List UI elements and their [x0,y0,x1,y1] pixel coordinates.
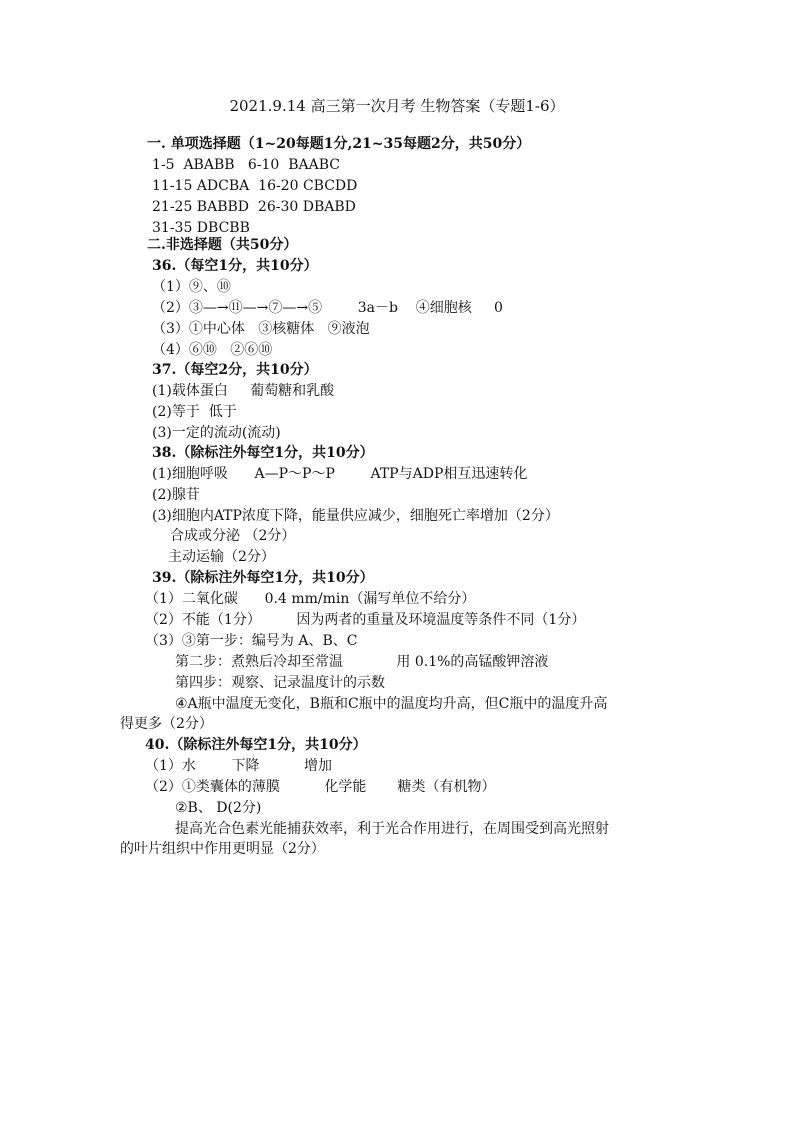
answer-line: 第四步：观察、记录温度计的示数 [175,675,385,691]
question-heading: 36.（每空1分，共10分） [152,258,318,274]
answer-line: （4）⑥⑩ ②⑥⑩ [152,342,273,358]
question-heading: 37.（每空2分，共10分） [152,362,318,378]
answer-line: （1）水 下降 增加 [145,758,333,774]
answer-line: (3)细胞内ATP浓度下降，能量供应减少，细胞死亡率增加（2分） [152,508,559,524]
question-heading: 38.（除标注外每空1分，共10分） [152,445,374,461]
answer-line: （1）二氧化碳 0.4 mm/min（漏写单位不给分） [145,591,476,607]
answer-line: (1)载体蛋白 葡萄糖和乳酸 [152,383,335,399]
answer-line: 得更多（2分） [120,716,213,732]
answer-line: 31-35 DBCBB [152,220,250,236]
question-heading: 39.（除标注外每空1分，共10分） [152,570,374,586]
section-heading-single-choice: 一. 单项选择题（1~20每题1分,21~35每题2分，共50分） [147,136,531,152]
answer-line: (3)一定的流动(流动) [152,425,281,441]
answer-line: （3）③第一步：编号为 A、B、C [145,633,358,649]
answer-line: (1)细胞呼吸 A—P～P～P ATP与ADP相互迅速转化 [152,466,528,482]
answer-line: 主动运输（2分） [168,549,275,565]
answer-line: （2）①类囊体的薄膜 化学能 糖类（有机物） [145,779,496,795]
answer-line: （3）①中心体 ③核糖体 ⑨液泡 [152,321,370,337]
answer-line: 提高光合色素光能捕获效率，利于光合作用进行，在周围受到高光照射 [175,821,609,837]
answer-line: ④A瓶中温度无变化，B瓶和C瓶中的温度均升高，但C瓶中的温度升高 [175,696,608,712]
answer-line: 的叶片组织中作用更明显（2分） [120,841,325,857]
answer-line: 1-5 ABABB 6-10 BAABC [152,157,341,173]
answer-line: 21-25 BABBD 26-30 DBABD [152,199,356,215]
answer-line: ②B、 D(2分) [175,800,262,816]
answer-line: （2）不能（1分） 因为两者的重量及环境温度等条件不同（1分） [145,612,586,628]
answer-line: 11-15 ADCBA 16-20 CBCDD [152,178,358,194]
question-heading: 40.（除标注外每空1分，共10分） [145,737,367,753]
page-title: 2021.9.14 高三第一次月考 生物答案（专题1-6） [229,97,565,115]
answer-line: （1）⑨、⑩ [152,279,231,295]
answer-line: 合成或分泌 （2分） [170,528,296,544]
answer-line: （2）③—→⑪—→⑦—→⑤ 3a－b ④细胞核 0 [152,300,503,316]
answer-line: 第二步：煮熟后冷却至常温 用 0.1%的高锰酸钾溶液 [175,654,549,670]
answer-line: (2)腺苷 [152,487,200,503]
answer-line: (2)等于 低于 [152,404,237,420]
section-heading-non-choice: 二.非选择题（共50分） [147,237,298,253]
